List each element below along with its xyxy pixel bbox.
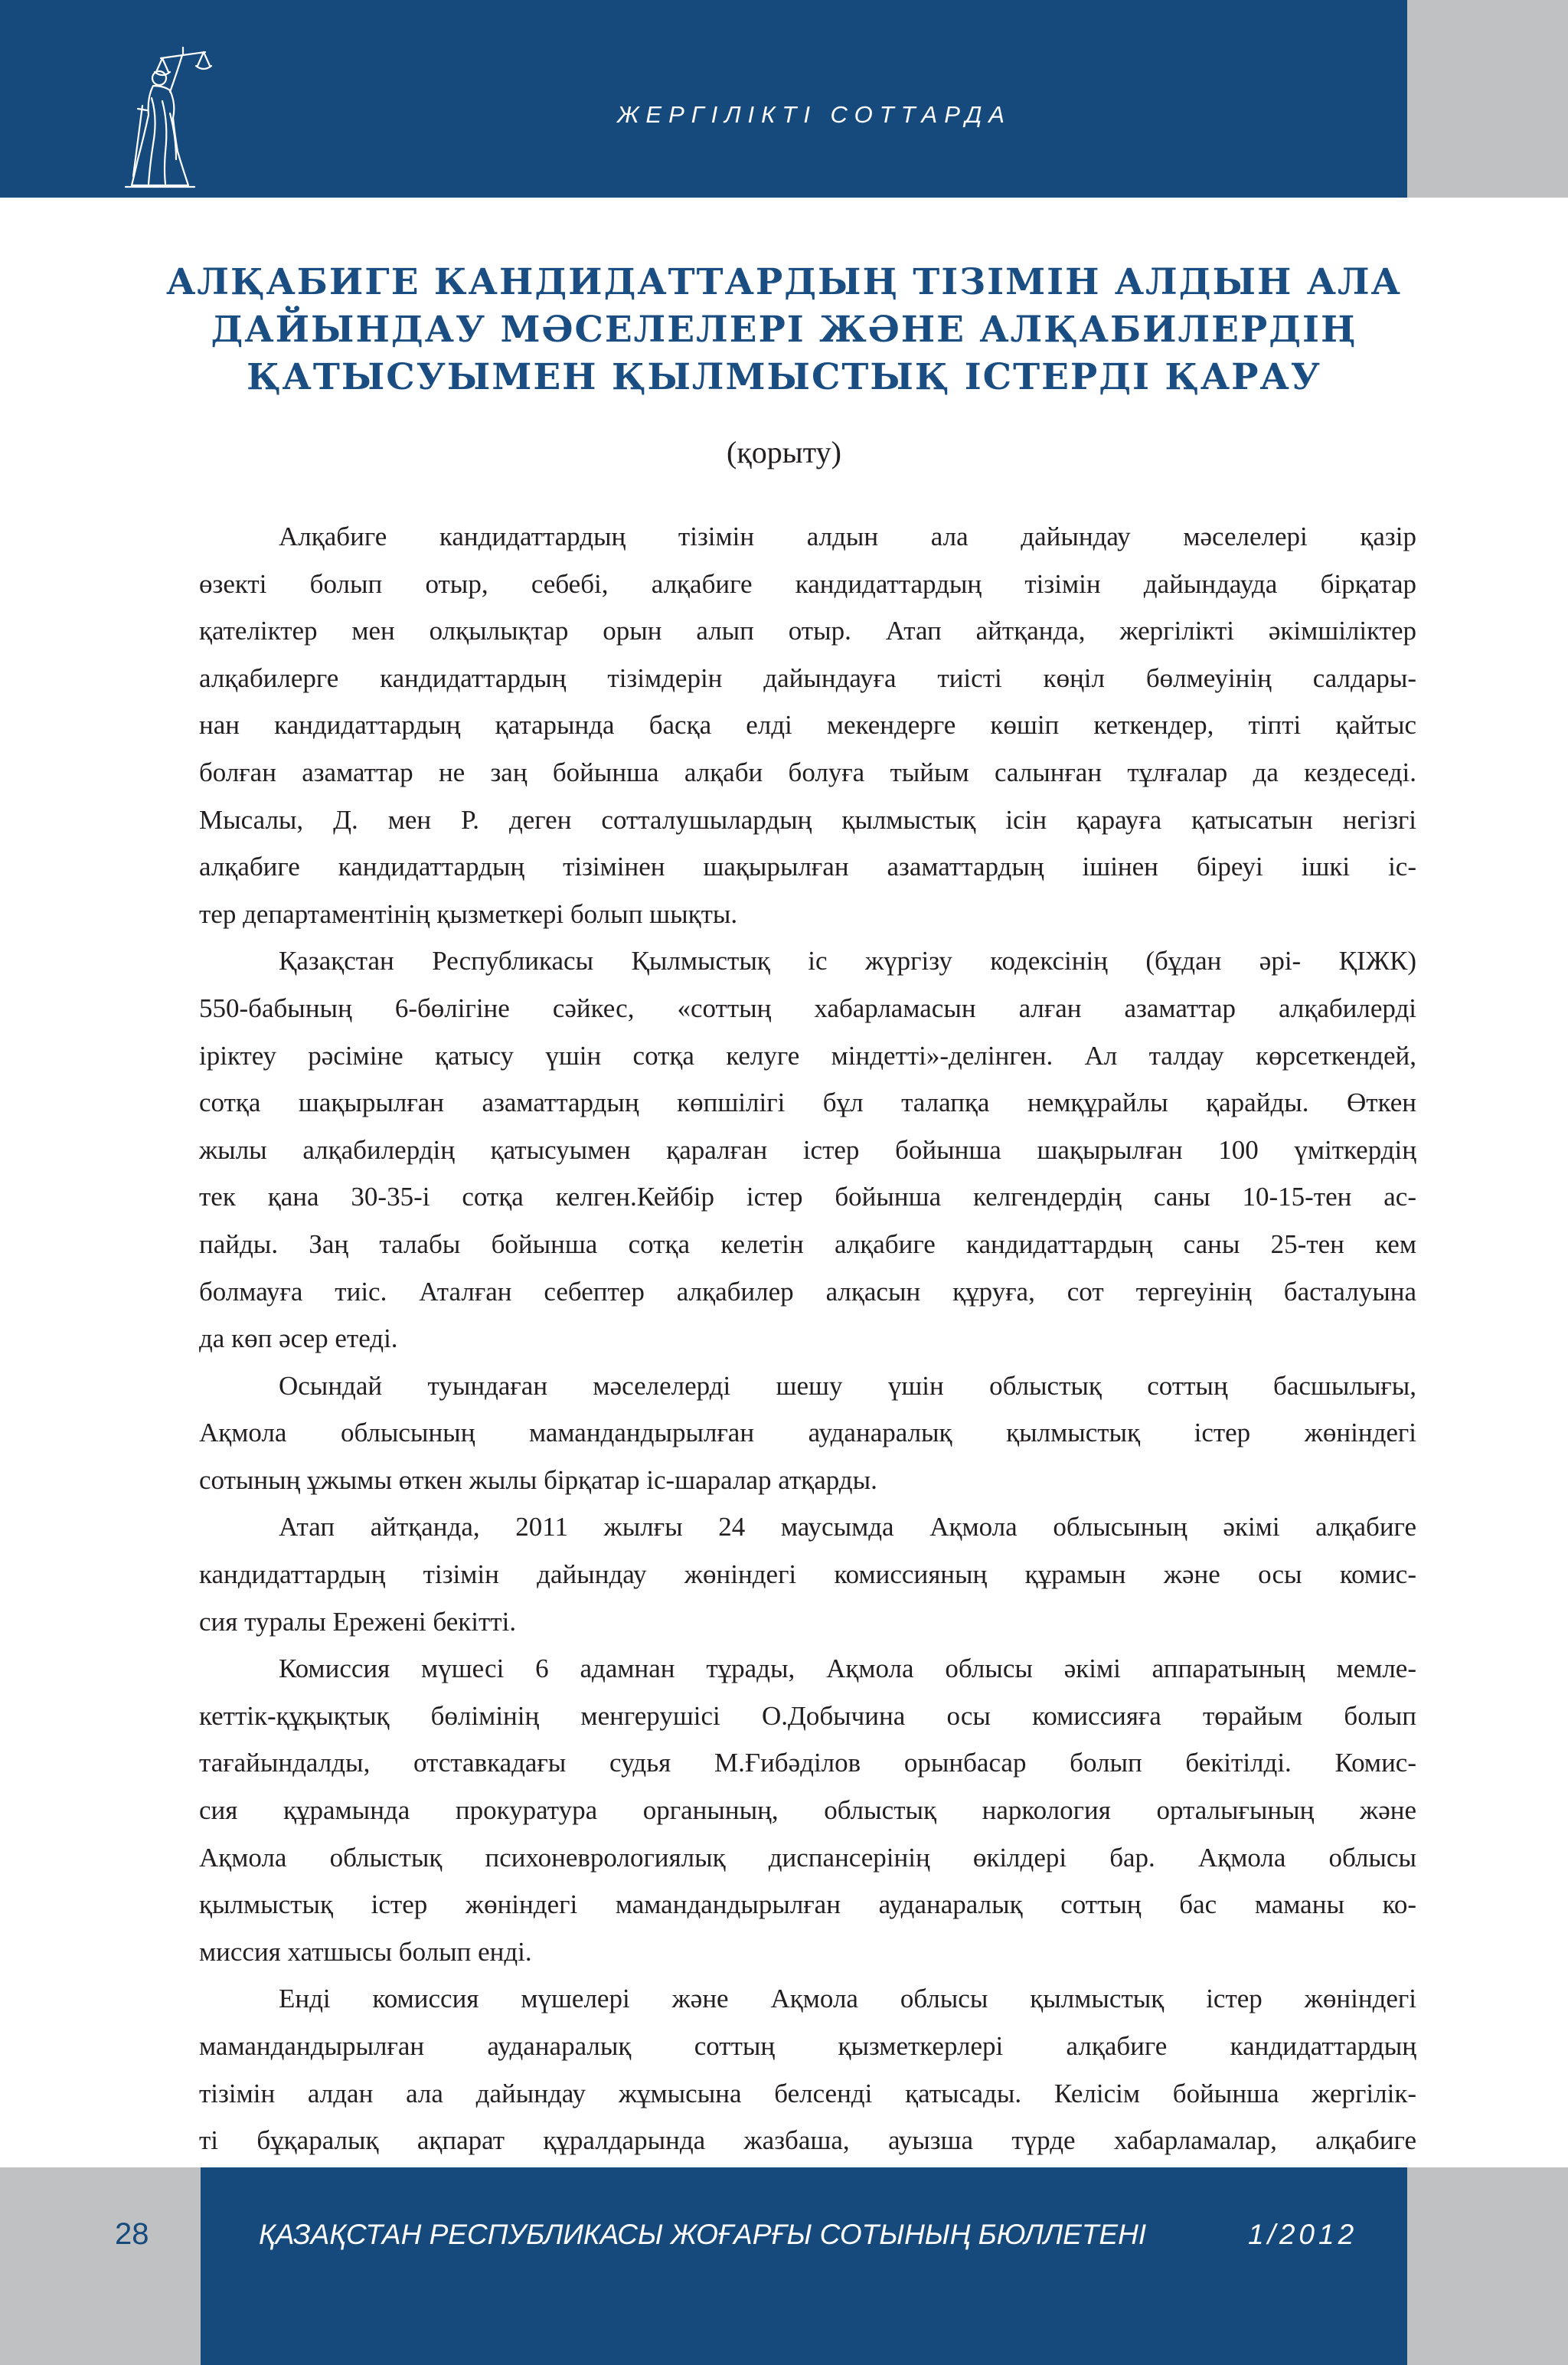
text-line: өзекті болып отыр, себебі, алқабиге кандидаттардың тізімін дайындауда бірқатар: [199, 568, 1416, 599]
text-line: кеттік-құқықтық бөлімінің менгерушісі О.Добычина осы комиссияға төрайым болып: [199, 1700, 1416, 1731]
text-line: сия құрамында прокуратура органының, облыстық наркология орталығының және: [199, 1795, 1416, 1826]
text-line: қылмыстық істер жөніндегі мамандандырылған ауданаралық соттың бас маманы ко-: [199, 1889, 1416, 1920]
text-line: Ақмола облыстық психоневрологиялық диспансерінің өкілдері бар. Ақмола облысы: [199, 1842, 1416, 1873]
text-line: тек қана 30-35-і сотқа келген.Кейбір істер бойынша келгендердің саны 10-15-тен ас-: [199, 1182, 1416, 1212]
text-line: Комиссия мүшесі 6 адамнан тұрады, Ақмола облысы әкімі аппаратының мемле-: [279, 1654, 1416, 1684]
footer-side-panel-left: [0, 2167, 201, 2365]
article-title-line: ДАЙЫНДАУ МӘСЕЛЕЛЕРІ ЖӘНЕ АЛҚАБИЛЕРДІҢ: [211, 309, 1357, 351]
text-line: Атап айтқанда, 2011 жылғы 24 маусымда Ақмола облысының әкімі алқабиге: [279, 1512, 1416, 1542]
text-line: Қазақстан Республикасы Қылмыстық іс жүргізу кодексінің (бұдан әрі- ҚІЖК): [279, 946, 1416, 976]
text-line: тер департаментінің қызметкері болып шықты.: [199, 898, 738, 929]
text-line: Алқабиге кандидаттардың тізімін алдын ала дайындау мәселелері қазір: [279, 522, 1416, 551]
paragraph: [199, 1362, 1416, 1504]
continued-note: (қорыту): [727, 435, 841, 469]
header-side-panel: [1407, 0, 1568, 198]
text-line: алқабилерге кандидаттардың тізімдерін дайындауға тиісті көңіл бөлмеуінің салдары-: [199, 662, 1416, 693]
text-line: Мысалы, Д. мен Р. деген сотталушылардың қылмыстық ісін қарауға қатысатын негізгі: [199, 804, 1416, 835]
text-line: Ақмола облысының мамандандырылған ауданаралық қылмыстық істер жөніндегі: [199, 1418, 1416, 1448]
text-line: миссия хатшысы болып енді.: [199, 1936, 532, 1967]
paragraph: [199, 1645, 1416, 1975]
text-line: ті бұқаралық ақпарат құралдарында жазбаша, ауызша түрде хабарламалар, алқабиге: [199, 2125, 1416, 2156]
text-line: пайды. Заң талабы бойынша сотқа келетін алқабиге кандидаттардың саны 25-тен кем: [199, 1228, 1416, 1259]
footer-bar: [201, 2167, 1407, 2365]
text-line: тізімін алдан ала дайындау жұмысына белсенді қатысады. Келісім бойынша жергілік-: [199, 2078, 1416, 2108]
article-title: [138, 259, 1430, 401]
themis-justice-statue-icon: [115, 44, 213, 190]
issue-number: 1/2012: [1248, 2219, 1358, 2250]
journal-title: ҚАЗАҚСТАН РЕСПУБЛИКАСЫ ЖОҒАРҒЫ СОТЫНЫҢ БЮЛЛЕТЕНІ: [259, 2219, 1147, 2250]
text-line: сия туралы Ережені бекітті.: [199, 1606, 517, 1637]
article-body: [199, 513, 1416, 2164]
paragraph: [199, 1975, 1416, 2164]
text-line: сотының ұжымы өткен жылы бірқатар іс-шаралар атқарды.: [199, 1464, 877, 1495]
text-line: қателіктер мен олқылықтар орын алып отыр. Атап айтқанда, жергілікті әкімшіліктер: [199, 616, 1416, 646]
text-line: Осындай туындаған мәселелерді шешу үшін облыстық соттың басшылығы,: [279, 1370, 1416, 1401]
paragraph: [199, 1503, 1416, 1645]
text-line: нан кандидаттардың қатарында басқа елді мекендерге көшіп кеткендер, тіпті қайтыс: [199, 710, 1416, 741]
text-line: сотқа шақырылған азаматтардың көпшілігі бұл талапқа немқұрайлы қарайды. Өткен: [199, 1088, 1416, 1118]
paragraph: [199, 937, 1416, 1362]
text-line: болмауға тиіс. Аталған себептер алқабилер алқасын құруға, сот тергеуінің басталуына: [199, 1276, 1416, 1307]
text-line: да көп әсер етеді.: [199, 1323, 398, 1354]
article-title-line: ҚАТЫСУЫМЕН ҚЫЛМЫСТЫҚ ІСТЕРДІ ҚАРАУ: [247, 356, 1321, 398]
text-line: жылы алқабилердің қатысуымен қаралған істер бойынша шақырылған 100 үміткердің: [199, 1134, 1416, 1165]
text-line: 550-бабының 6-бөлігіне сәйкес, «соттың хабарламасын алған азаматтар алқабилерді: [199, 993, 1416, 1023]
text-line: болған азаматтар не заң бойынша алқаби болуға тыйым салынған тұлғалар да кездеседі.: [199, 757, 1416, 787]
text-line: алқабиге кандидаттардың тізімінен шақырылған азаматтардың ішінен біреуі ішкі іс-: [199, 852, 1416, 882]
text-line: мамандандырылған ауданаралық соттың қызметкерлері алқабиге кандидаттардың: [199, 2031, 1416, 2061]
text-line: іріктеу рәсіміне қатысу үшін сотқа келуге міндетті»-делінген. Ал талдау көрсеткендей,: [199, 1040, 1416, 1071]
text-line: Енді комиссия мүшелері және Ақмола облысы қылмыстық істер жөніндегі: [279, 1984, 1416, 2014]
page-number: 28: [115, 2217, 149, 2251]
article-title-line: АЛҚАБИГЕ КАНДИДАТТАРДЫҢ ТІЗІМІН АЛДЫН АЛА: [166, 261, 1402, 303]
text-line: тағайындалды, отставкадағы судья М.Ғибәділов орынбасар болып бекітілді. Комис-: [199, 1748, 1416, 1778]
paragraph: [199, 513, 1416, 937]
section-title: ЖЕРГІЛІКТІ СОТТАРДА: [617, 101, 1011, 128]
text-line: кандидаттардың тізімін дайындау жөніндегі комиссияның құрамын және осы комис-: [199, 1559, 1416, 1590]
footer-side-panel-right: [1407, 2167, 1568, 2365]
